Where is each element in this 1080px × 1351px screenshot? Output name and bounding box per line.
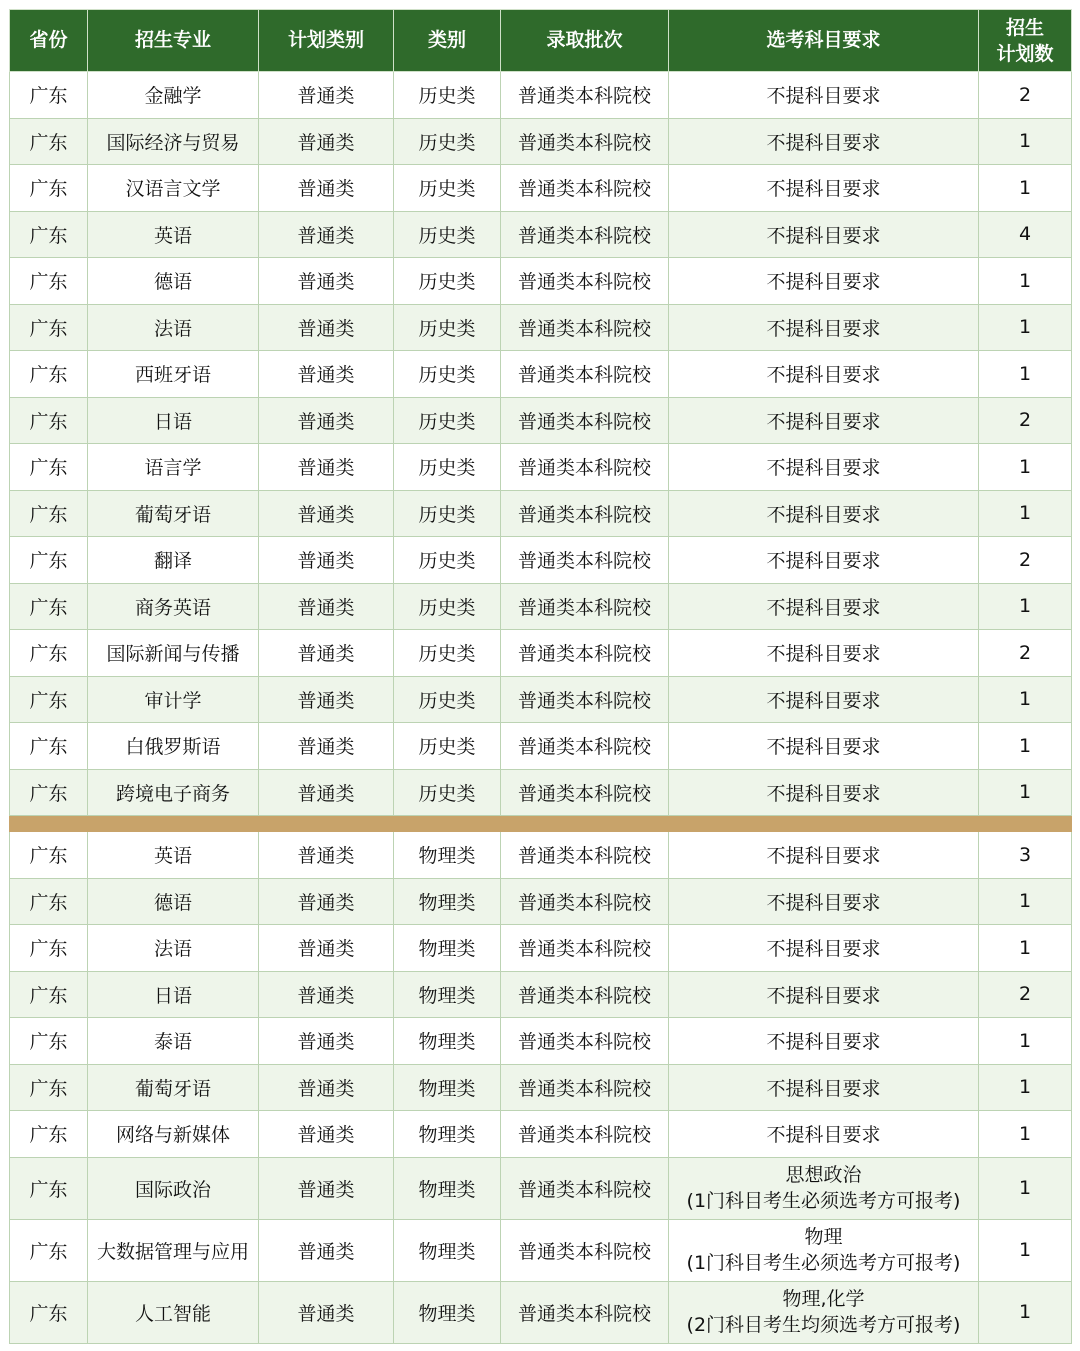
cell-province: 广东 — [10, 1018, 88, 1065]
table-row — [10, 537, 1072, 584]
cell-category: 历史类 — [394, 211, 501, 258]
cell-subject-requirement: 不提科目要求 — [669, 583, 979, 630]
cell-subject-requirement: 不提科目要求 — [669, 1064, 979, 1111]
cell-plan-type: 普通类 — [259, 1064, 394, 1111]
table-row — [10, 583, 1072, 630]
cell-enrollment-count: 2 — [979, 537, 1072, 584]
table-row — [10, 630, 1072, 677]
cell-admission-batch: 普通类本科院校 — [501, 490, 669, 537]
cell-category: 历史类 — [394, 118, 501, 165]
cell-admission-batch: 普通类本科院校 — [501, 583, 669, 630]
cell-province: 广东 — [10, 1281, 88, 1343]
header-subject-requirement: 选考科目要求 — [669, 10, 979, 72]
cell-major: 语言学 — [88, 444, 259, 491]
cell-province: 广东 — [10, 397, 88, 444]
table-row — [10, 676, 1072, 723]
cell-enrollment-count: 1 — [979, 723, 1072, 770]
cell-plan-type: 普通类 — [259, 537, 394, 584]
cell-admission-batch: 普通类本科院校 — [501, 537, 669, 584]
cell-plan-type: 普通类 — [259, 165, 394, 212]
cell-enrollment-count: 1 — [979, 258, 1072, 305]
cell-plan-type: 普通类 — [259, 444, 394, 491]
cell-plan-type: 普通类 — [259, 304, 394, 351]
cell-subject-requirement: 不提科目要求 — [669, 304, 979, 351]
cell-admission-batch: 普通类本科院校 — [501, 1219, 669, 1281]
cell-major: 白俄罗斯语 — [88, 723, 259, 770]
cell-category: 物理类 — [394, 1111, 501, 1158]
cell-province: 广东 — [10, 878, 88, 925]
cell-major: 西班牙语 — [88, 351, 259, 398]
cell-major: 葡萄牙语 — [88, 490, 259, 537]
table-row — [10, 397, 1072, 444]
cell-major: 德语 — [88, 258, 259, 305]
requirement-subjects: 思想政治 — [785, 1164, 862, 1186]
table-row — [10, 1111, 1072, 1158]
table-row — [10, 72, 1072, 119]
cell-major: 商务英语 — [88, 583, 259, 630]
cell-subject-requirement: 不提科目要求 — [669, 444, 979, 491]
cell-admission-batch: 普通类本科院校 — [501, 630, 669, 677]
cell-enrollment-count: 1 — [979, 165, 1072, 212]
cell-major: 审计学 — [88, 676, 259, 723]
cell-province: 广东 — [10, 211, 88, 258]
cell-admission-batch: 普通类本科院校 — [501, 118, 669, 165]
table-row — [10, 258, 1072, 305]
cell-subject-requirement: 不提科目要求 — [669, 165, 979, 212]
cell-province: 广东 — [10, 832, 88, 879]
cell-subject-requirement: 不提科目要求 — [669, 351, 979, 398]
cell-category: 物理类 — [394, 1064, 501, 1111]
cell-category: 物理类 — [394, 832, 501, 879]
cell-enrollment-count: 2 — [979, 971, 1072, 1018]
cell-category: 历史类 — [394, 258, 501, 305]
cell-major: 人工智能 — [88, 1281, 259, 1343]
cell-province: 广东 — [10, 537, 88, 584]
cell-province: 广东 — [10, 1064, 88, 1111]
cell-admission-batch: 普通类本科院校 — [501, 444, 669, 491]
table-row — [10, 351, 1072, 398]
cell-major: 翻译 — [88, 537, 259, 584]
cell-plan-type: 普通类 — [259, 630, 394, 677]
cell-province: 广东 — [10, 971, 88, 1018]
cell-admission-batch: 普通类本科院校 — [501, 723, 669, 770]
cell-subject-requirement: 不提科目要求 — [669, 397, 979, 444]
cell-enrollment-count: 1 — [979, 351, 1072, 398]
cell-major: 法语 — [88, 304, 259, 351]
cell-plan-type: 普通类 — [259, 971, 394, 1018]
cell-enrollment-count: 1 — [979, 1111, 1072, 1158]
cell-province: 广东 — [10, 304, 88, 351]
header-province: 省份 — [10, 10, 88, 72]
cell-admission-batch: 普通类本科院校 — [501, 1157, 669, 1219]
cell-plan-type: 普通类 — [259, 1157, 394, 1219]
cell-category: 历史类 — [394, 537, 501, 584]
cell-subject-requirement: 不提科目要求 — [669, 832, 979, 879]
cell-plan-type: 普通类 — [259, 1219, 394, 1281]
cell-major: 泰语 — [88, 1018, 259, 1065]
cell-subject-requirement: 不提科目要求 — [669, 676, 979, 723]
header-count-line1: 招生 — [1005, 16, 1044, 39]
cell-enrollment-count: 1 — [979, 583, 1072, 630]
table-body — [10, 72, 1072, 1344]
cell-province: 广东 — [10, 490, 88, 537]
cell-province: 广东 — [10, 351, 88, 398]
section-divider-bar — [10, 816, 1072, 832]
table-row — [10, 211, 1072, 258]
cell-category: 历史类 — [394, 630, 501, 677]
cell-plan-type: 普通类 — [259, 925, 394, 972]
cell-admission-batch: 普通类本科院校 — [501, 832, 669, 879]
cell-plan-type: 普通类 — [259, 72, 394, 119]
cell-major: 葡萄牙语 — [88, 1064, 259, 1111]
cell-plan-type: 普通类 — [259, 211, 394, 258]
header-major: 招生专业 — [88, 10, 259, 72]
cell-province: 广东 — [10, 630, 88, 677]
cell-major: 日语 — [88, 397, 259, 444]
cell-subject-requirement — [669, 1281, 979, 1343]
cell-category: 物理类 — [394, 925, 501, 972]
cell-subject-requirement: 不提科目要求 — [669, 971, 979, 1018]
admissions-plan-table — [9, 9, 1072, 1344]
cell-admission-batch: 普通类本科院校 — [501, 165, 669, 212]
cell-plan-type: 普通类 — [259, 583, 394, 630]
cell-admission-batch: 普通类本科院校 — [501, 676, 669, 723]
cell-subject-requirement: 不提科目要求 — [669, 630, 979, 677]
cell-major: 大数据管理与应用 — [88, 1219, 259, 1281]
cell-subject-requirement: 不提科目要求 — [669, 1111, 979, 1158]
table-row — [10, 723, 1072, 770]
cell-enrollment-count: 1 — [979, 1219, 1072, 1281]
cell-province: 广东 — [10, 1219, 88, 1281]
table-row — [10, 118, 1072, 165]
cell-category: 物理类 — [394, 1157, 501, 1219]
cell-enrollment-count: 1 — [979, 118, 1072, 165]
table-row — [10, 971, 1072, 1018]
table-row — [10, 1064, 1072, 1111]
cell-major: 日语 — [88, 971, 259, 1018]
cell-major: 金融学 — [88, 72, 259, 119]
cell-enrollment-count: 1 — [979, 444, 1072, 491]
cell-category: 历史类 — [394, 769, 501, 816]
requirement-note: (2门科目考生均须选考方可报考) — [686, 1314, 961, 1336]
cell-category: 历史类 — [394, 490, 501, 537]
section-divider — [10, 816, 1072, 832]
cell-major: 汉语言文学 — [88, 165, 259, 212]
table-row — [10, 304, 1072, 351]
cell-category: 历史类 — [394, 444, 501, 491]
cell-enrollment-count: 1 — [979, 1281, 1072, 1343]
cell-plan-type: 普通类 — [259, 1018, 394, 1065]
table-row — [10, 490, 1072, 537]
cell-category: 物理类 — [394, 1281, 501, 1343]
cell-admission-batch: 普通类本科院校 — [501, 351, 669, 398]
cell-major: 网络与新媒体 — [88, 1111, 259, 1158]
cell-enrollment-count: 1 — [979, 1064, 1072, 1111]
cell-province: 广东 — [10, 444, 88, 491]
cell-enrollment-count: 2 — [979, 630, 1072, 677]
cell-province: 广东 — [10, 583, 88, 630]
table-header-row — [10, 10, 1072, 72]
table-row — [10, 444, 1072, 491]
cell-admission-batch: 普通类本科院校 — [501, 397, 669, 444]
cell-plan-type: 普通类 — [259, 118, 394, 165]
cell-category: 物理类 — [394, 878, 501, 925]
cell-major: 国际新闻与传播 — [88, 630, 259, 677]
cell-enrollment-count: 3 — [979, 832, 1072, 879]
cell-admission-batch: 普通类本科院校 — [501, 878, 669, 925]
cell-province: 广东 — [10, 723, 88, 770]
cell-category: 历史类 — [394, 583, 501, 630]
cell-major: 国际经济与贸易 — [88, 118, 259, 165]
cell-province: 广东 — [10, 1157, 88, 1219]
table-row — [10, 1018, 1072, 1065]
cell-province: 广东 — [10, 1111, 88, 1158]
cell-subject-requirement: 不提科目要求 — [669, 723, 979, 770]
table-row — [10, 165, 1072, 212]
cell-province: 广东 — [10, 165, 88, 212]
cell-enrollment-count: 1 — [979, 676, 1072, 723]
requirement-note: (1门科目考生必须选考方可报考) — [686, 1190, 961, 1212]
cell-category: 物理类 — [394, 971, 501, 1018]
header-count-line2: 计划数 — [996, 42, 1054, 65]
table-row — [10, 1219, 1072, 1281]
cell-plan-type: 普通类 — [259, 832, 394, 879]
cell-enrollment-count: 1 — [979, 925, 1072, 972]
cell-major: 国际政治 — [88, 1157, 259, 1219]
admissions-table-container — [9, 9, 1071, 1344]
cell-major: 跨境电子商务 — [88, 769, 259, 816]
cell-category: 物理类 — [394, 1018, 501, 1065]
requirement-subjects: 物理,化学 — [782, 1288, 865, 1310]
cell-admission-batch: 普通类本科院校 — [501, 1111, 669, 1158]
table-row — [10, 925, 1072, 972]
cell-subject-requirement: 不提科目要求 — [669, 72, 979, 119]
cell-plan-type: 普通类 — [259, 1281, 394, 1343]
cell-plan-type: 普通类 — [259, 1111, 394, 1158]
cell-enrollment-count: 2 — [979, 72, 1072, 119]
cell-category: 历史类 — [394, 304, 501, 351]
cell-province: 广东 — [10, 769, 88, 816]
cell-plan-type: 普通类 — [259, 351, 394, 398]
cell-plan-type: 普通类 — [259, 676, 394, 723]
cell-enrollment-count: 1 — [979, 490, 1072, 537]
cell-subject-requirement: 不提科目要求 — [669, 537, 979, 584]
cell-admission-batch: 普通类本科院校 — [501, 925, 669, 972]
header-category: 类别 — [394, 10, 501, 72]
cell-subject-requirement: 不提科目要求 — [669, 490, 979, 537]
table-row — [10, 832, 1072, 879]
cell-province: 广东 — [10, 118, 88, 165]
cell-province: 广东 — [10, 925, 88, 972]
cell-category: 历史类 — [394, 397, 501, 444]
cell-province: 广东 — [10, 72, 88, 119]
cell-subject-requirement: 不提科目要求 — [669, 925, 979, 972]
cell-subject-requirement: 不提科目要求 — [669, 769, 979, 816]
cell-admission-batch: 普通类本科院校 — [501, 304, 669, 351]
cell-plan-type: 普通类 — [259, 397, 394, 444]
cell-major: 英语 — [88, 211, 259, 258]
cell-subject-requirement: 不提科目要求 — [669, 211, 979, 258]
cell-subject-requirement: 不提科目要求 — [669, 878, 979, 925]
cell-category: 历史类 — [394, 676, 501, 723]
cell-major: 德语 — [88, 878, 259, 925]
cell-category: 历史类 — [394, 723, 501, 770]
cell-enrollment-count: 1 — [979, 1018, 1072, 1065]
cell-enrollment-count: 1 — [979, 304, 1072, 351]
cell-admission-batch: 普通类本科院校 — [501, 1064, 669, 1111]
cell-admission-batch: 普通类本科院校 — [501, 1018, 669, 1065]
cell-plan-type: 普通类 — [259, 258, 394, 305]
cell-province: 广东 — [10, 258, 88, 305]
cell-admission-batch: 普通类本科院校 — [501, 769, 669, 816]
header-plan-type: 计划类别 — [259, 10, 394, 72]
cell-admission-batch: 普通类本科院校 — [501, 1281, 669, 1343]
cell-subject-requirement — [669, 1157, 979, 1219]
cell-subject-requirement: 不提科目要求 — [669, 258, 979, 305]
table-row — [10, 769, 1072, 816]
cell-plan-type: 普通类 — [259, 769, 394, 816]
cell-category: 物理类 — [394, 1219, 501, 1281]
table-row — [10, 878, 1072, 925]
cell-major: 法语 — [88, 925, 259, 972]
table-row — [10, 1281, 1072, 1343]
header-enrollment-count — [979, 10, 1072, 72]
cell-category: 历史类 — [394, 165, 501, 212]
cell-admission-batch: 普通类本科院校 — [501, 211, 669, 258]
requirement-subjects: 物理 — [804, 1226, 843, 1248]
requirement-note: (1门科目考生必须选考方可报考) — [686, 1252, 961, 1274]
cell-enrollment-count: 1 — [979, 769, 1072, 816]
cell-subject-requirement: 不提科目要求 — [669, 1018, 979, 1065]
cell-enrollment-count: 2 — [979, 397, 1072, 444]
cell-enrollment-count: 1 — [979, 878, 1072, 925]
cell-enrollment-count: 4 — [979, 211, 1072, 258]
cell-admission-batch: 普通类本科院校 — [501, 971, 669, 1018]
cell-admission-batch: 普通类本科院校 — [501, 258, 669, 305]
cell-category: 历史类 — [394, 72, 501, 119]
header-admission-batch: 录取批次 — [501, 10, 669, 72]
table-row — [10, 1157, 1072, 1219]
cell-subject-requirement — [669, 1219, 979, 1281]
cell-plan-type: 普通类 — [259, 490, 394, 537]
cell-major: 英语 — [88, 832, 259, 879]
cell-province: 广东 — [10, 676, 88, 723]
cell-plan-type: 普通类 — [259, 723, 394, 770]
cell-subject-requirement: 不提科目要求 — [669, 118, 979, 165]
cell-category: 历史类 — [394, 351, 501, 398]
cell-plan-type: 普通类 — [259, 878, 394, 925]
cell-admission-batch: 普通类本科院校 — [501, 72, 669, 119]
cell-enrollment-count: 1 — [979, 1157, 1072, 1219]
